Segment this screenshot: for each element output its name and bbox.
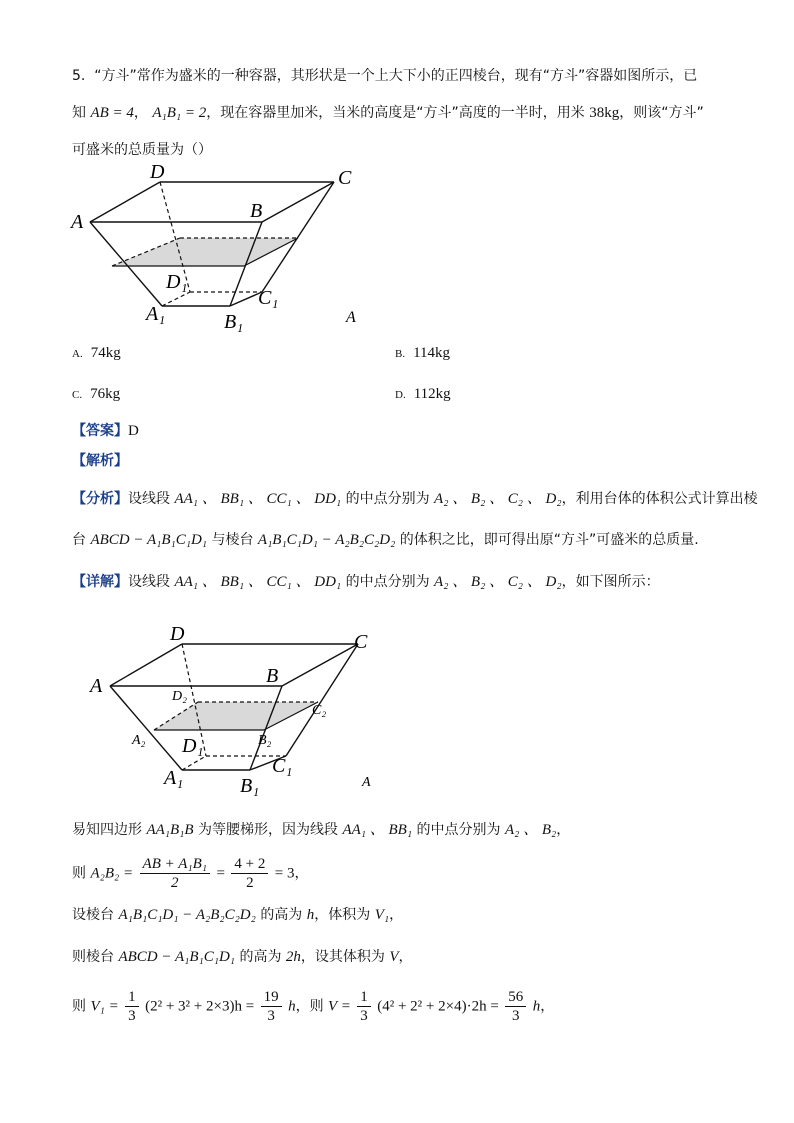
label-A: A [90, 675, 103, 697]
label-B2: B₂ [258, 733, 272, 748]
question-number: 5. [72, 68, 86, 84]
detail-line-1: 【详解】设线段 AA₁ 、 BB₁ 、 CC₁ 、 DD₁ 的中点分别为 A₂ 、 B₂ 、 C₂ 、 D₂，如下图所示： [72, 574, 660, 590]
label-B1: B₁ [240, 775, 260, 797]
midpoint-section [154, 702, 318, 730]
answer-line: 【答案】D [72, 423, 139, 439]
a1b1-equation: A₁B₁ = 2 [152, 105, 207, 121]
answer-value: D [128, 423, 139, 439]
fraction-6: $\frac{56}{3}$ [505, 988, 526, 1025]
analysis-heading: 【解析】 [72, 453, 128, 469]
question-line-3: 可盛米的总质量为（） [72, 142, 212, 158]
question-line-2: 知 AB = 4， A₁B₁ = 2，现在容器里加米，当米的高度是“方斗”高度的一半时，用米 38kg，则该“方斗” [72, 105, 704, 121]
fraction-5: $\frac{1}{3}$ [357, 988, 371, 1025]
analysis-line-1: 【分析】设线段 AA₁ 、 BB₁ 、 CC₁ 、 DD₁ 的中点分别为 A₂ 、 B₂ 、 C₂ 、 D₂，利用台体的体积公式计算出棱 [72, 491, 758, 507]
label-D: D [150, 161, 165, 183]
label-A2: A₂ [132, 733, 146, 748]
label-C1: C₁ [258, 287, 279, 309]
option-c[interactable]: C. 76kg [72, 386, 121, 402]
step-4: 则棱台 ABCD − A₁B₁C₁D₁ 的高为 2h，设其体积为 V， [72, 949, 413, 965]
frustum-figure-2 [86, 624, 386, 799]
mass-value: 38kg [589, 105, 620, 121]
label-A1: A₁ [164, 767, 184, 789]
frustum-figure-1 [66, 160, 366, 335]
fraction-3: $\frac{1}{3}$ [125, 988, 139, 1025]
option-d[interactable]: D. 112kg [395, 386, 451, 402]
ab-equation: AB = 4 [90, 105, 134, 121]
label-A: A [71, 211, 84, 233]
label-C2: C₂ [312, 703, 327, 718]
fraction-4: $\frac{19}{3}$ [261, 988, 282, 1025]
step-3: 设棱台 A₁B₁C₁D₁ − A₂B₂C₂D₂ 的高为 h，体积为 V₁， [72, 907, 404, 923]
label-D1: D₁ [182, 735, 204, 757]
label-B1: B₁ [224, 311, 244, 333]
label-C1: C₁ [272, 755, 293, 777]
label-D1: D₁ [166, 271, 188, 293]
label-B: B [250, 200, 263, 222]
step-1: 易知四边形 AA₁B₁B 为等腰梯形，因为线段 AA₁ 、 BB₁ 的中点分别为 A₂ 、 B₂， [72, 822, 571, 838]
label-D2: D₂ [172, 689, 187, 704]
question-line-1: 5. “方斗”常作为盛米的一种容器，其形状是一个上大下小的正四棱台，现有“方斗”容器如图所示，已 [72, 68, 698, 84]
option-b[interactable]: B. 114kg [395, 345, 451, 361]
label-corner-A: A [346, 309, 356, 326]
label-C: C [354, 631, 368, 653]
label-D: D [170, 624, 185, 645]
fraction-2: $\frac{4 + 2}{2}$ [231, 855, 268, 892]
step-5: 则 V₁ = $\frac{1}{3}$ (2² + 3² + 2×3)h = $\frac{19}{3}$ h，则 V = $\frac{1}{3}$ (4² + 2² + 2×4)·2h = $\frac{56}{3}$ h， [72, 989, 555, 1024]
step-2: 则 A₂B₂ = $\frac{\text{AB + A₁B₁}}{2}$ = $\frac{4 + 2}{2}$ = 3， [72, 856, 309, 891]
analysis-line-2: 台 ABCD − A₁B₁C₁D₁ 与棱台 A₁B₁C₁D₁ − A₂B₂C₂D₂ 的体积之比，即可得出原“方斗”可盛米的总质量. [72, 532, 699, 548]
label-C: C [338, 167, 352, 189]
label-A1: A₁ [146, 303, 166, 325]
label-corner-A: A [362, 775, 371, 790]
fraction-1: $\frac{\text{AB + A₁B₁}}{2}$ [140, 855, 210, 892]
label-B: B [266, 665, 279, 687]
option-a[interactable]: A. 74kg [72, 345, 121, 361]
